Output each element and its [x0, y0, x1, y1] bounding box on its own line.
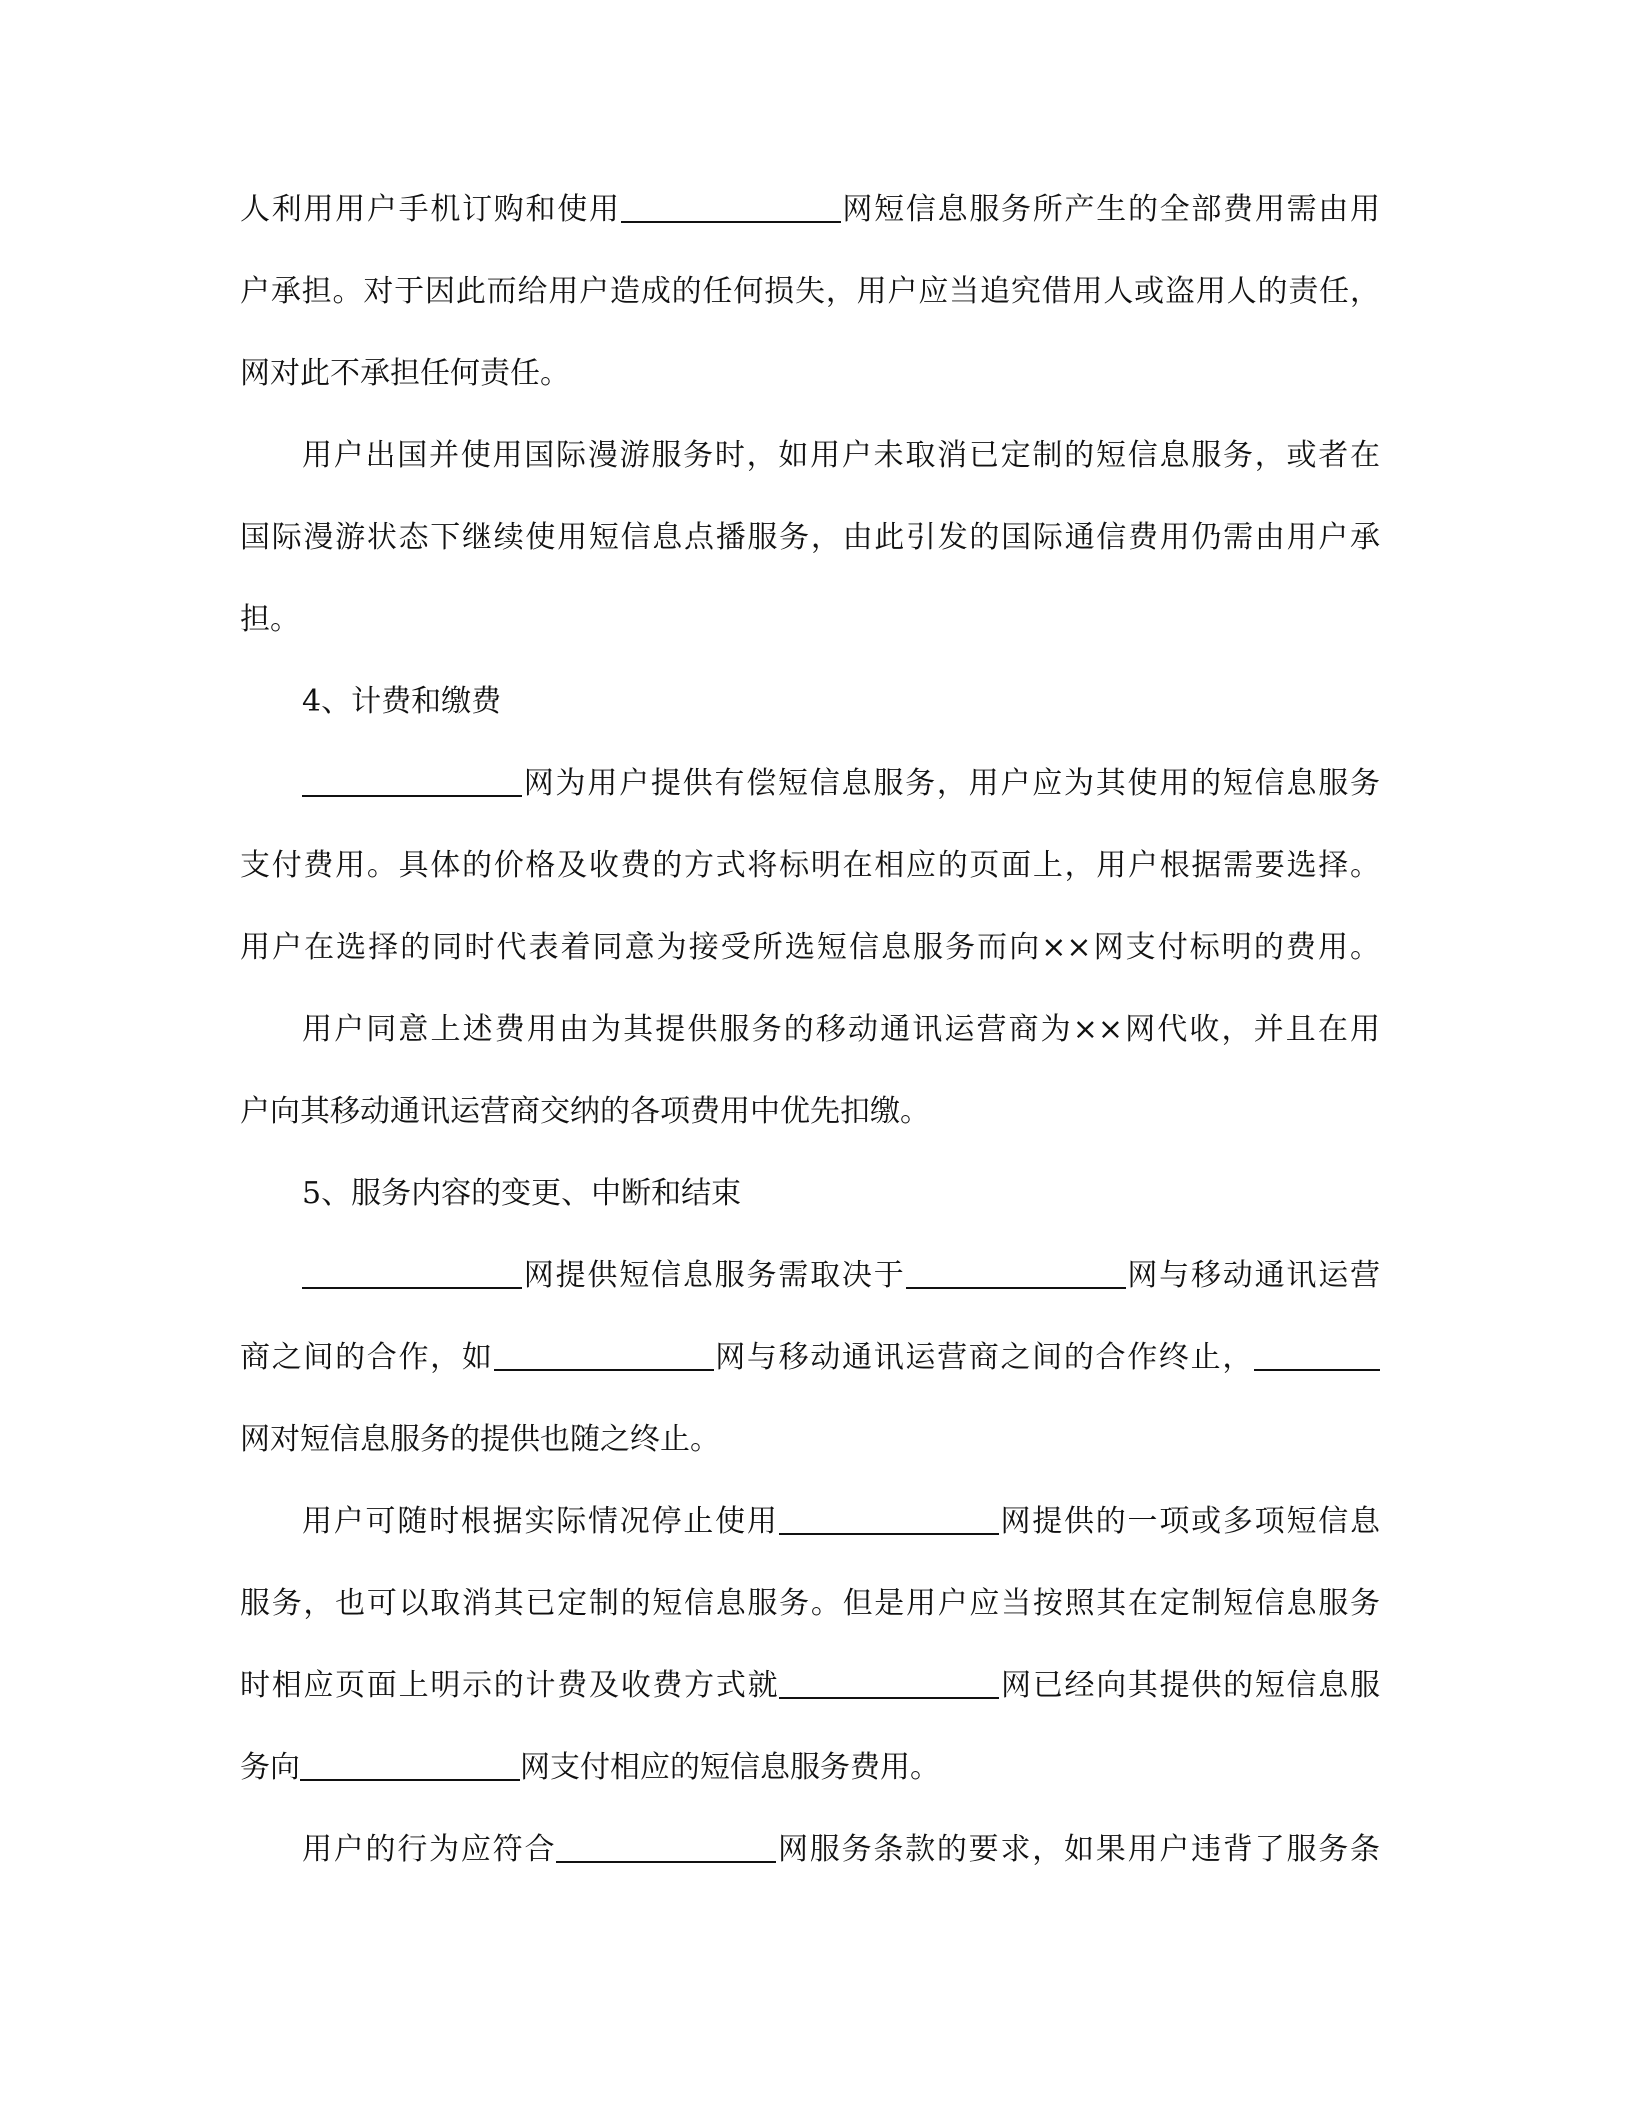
paragraph-line-19: 时相应页面上明示的计费及收费方式就 网已经向其提供的短信息服 [240, 1662, 1380, 1710]
paragraph-line-12: 户向其移动通讯运营商交纳的各项费用中优先扣缴。 [240, 1094, 930, 1129]
section-heading-4: 4、计费和缴费 [302, 684, 502, 719]
paragraph-line-8: 网为用户提供有偿短信息服务，用户应为其使用的短信息服务 [240, 760, 1380, 808]
paragraph-line-20: 务向 网支付相应的短信息服务费用。 [240, 1744, 1380, 1792]
paragraph-line-6: 担。 [240, 602, 300, 637]
fill-blank [906, 1253, 1126, 1289]
fill-blank [494, 1335, 714, 1371]
fill-blank [621, 187, 841, 223]
paragraph-line-5: 国际漫游状态下继续使用短信息点播服务，由此引发的国际通信费用仍需由用户承 [240, 520, 1380, 555]
paragraph-line-1: 人利用用户手机订购和使用 网短信息服务所产生的全部费用需由用 [240, 186, 1380, 234]
fill-blank [302, 761, 522, 797]
fill-blank [779, 1499, 999, 1535]
fill-blank [302, 1253, 522, 1289]
paragraph-line-11: 用户同意上述费用由为其提供服务的移动通讯运营商为××网代收，并且在用 [302, 1012, 1380, 1047]
paragraph-line-3: 网对此不承担任何责任。 [240, 356, 570, 391]
section-heading-5: 5、服务内容的变更、中断和结束 [302, 1176, 742, 1211]
paragraph-line-15: 商之间的合作，如 网与移动通讯运营商之间的合作终止， [240, 1334, 1380, 1382]
paragraph-line-4: 用户出国并使用国际漫游服务时，如用户未取消已定制的短信息服务，或者在 [302, 438, 1380, 473]
fill-blank [1254, 1335, 1380, 1371]
fill-blank [556, 1827, 776, 1863]
paragraph-line-17: 用户可随时根据实际情况停止使用 网提供的一项或多项短信息 [240, 1498, 1380, 1546]
paragraph-line-18: 服务，也可以取消其已定制的短信息服务。但是用户应当按照其在定制短信息服务 [240, 1586, 1380, 1621]
paragraph-line-16: 网对短信息服务的提供也随之终止。 [240, 1422, 720, 1457]
paragraph-line-9: 支付费用。具体的价格及收费的方式将标明在相应的页面上，用户根据需要选择。 [240, 848, 1380, 883]
paragraph-line-2: 户承担。对于因此而给用户造成的任何损失，用户应当追究借用人或盗用人的责任， [240, 274, 1380, 309]
fill-blank [300, 1745, 520, 1781]
paragraph-line-10: 用户在选择的同时代表着同意为接受所选短信息服务而向××网支付标明的费用。 [240, 930, 1380, 965]
paragraph-line-14: 网提供短信息服务需取决于 网与移动通讯运营 [240, 1252, 1380, 1300]
document-page [240, 0, 1380, 2112]
fill-blank [779, 1663, 999, 1699]
paragraph-line-21: 用户的行为应符合 网服务条款的要求，如果用户违背了服务条 [240, 1826, 1380, 1874]
